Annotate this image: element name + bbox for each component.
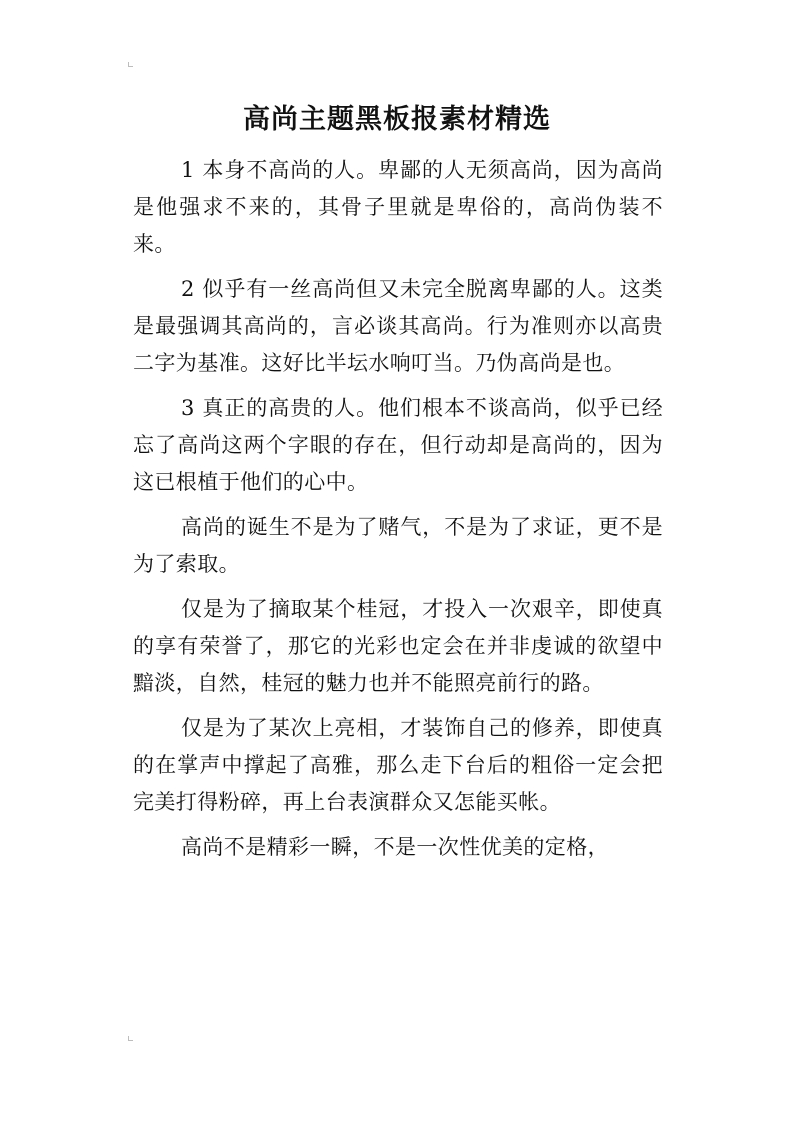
corner-mark [128,1036,133,1041]
document-title: 高尚主题黑板报素材精选 [243,104,551,135]
paragraph-2: 2 似乎有一丝高尚但又未完全脱离卑鄙的人。这类是最强调其高尚的，言必谈其高尚。行为准则亦以高贵二字为基准。这好比半坛水响叮当。乃伪高尚是也。 [133,277,663,375]
paragraph-1: 1 本身不高尚的人。卑鄙的人无须高尚，因为高尚是他强求不来的，其骨子里就是卑俗的，高尚伪装不来。 [133,158,663,256]
corner-mark [128,62,133,67]
paragraph-4: 高尚的诞生不是为了赌气，不是为了求证，更不是为了索取。 [133,515,663,576]
paragraph-7: 高尚不是精彩一瞬，不是一次性优美的定格， [181,835,609,859]
document-body [133,152,663,866]
paragraph-3: 3 真正的高贵的人。他们根本不谈高尚，似乎已经忘了高尚这两个字眼的存在，但行动却是高尚的，因为这已根植于他们的心中。 [133,396,663,494]
paragraph-6: 仅是为了某次上亮相，才装饰自己的修养，即使真的在掌声中撑起了高雅，那么走下台后的粗俗一定会把完美打得粉碎，再上台表演群众又怎能买帐。 [133,716,663,814]
paragraph-5: 仅是为了摘取某个桂冠，才投入一次艰辛，即使真的享有荣誉了，那它的光彩也定会在并非虔诚的欲望中黯淡，自然，桂冠的魅力也并不能照亮前行的路。 [133,597,663,695]
